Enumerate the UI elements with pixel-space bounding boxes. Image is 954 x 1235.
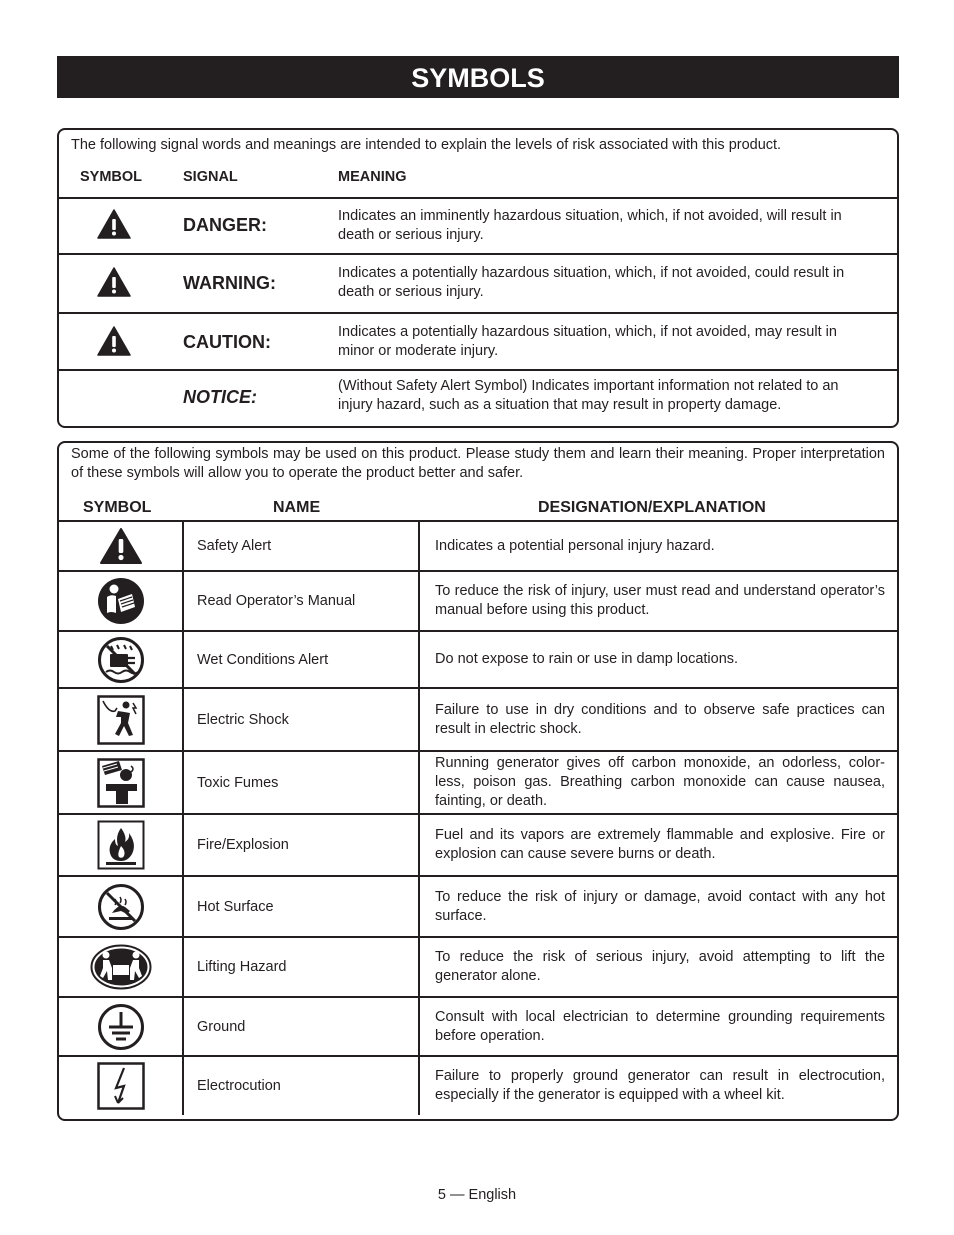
symbol-name: Read Operator’s Manual (184, 572, 420, 630)
symbol-name: Hot Surface (184, 877, 420, 936)
symbol-explanation: To reduce the risk of injury, user must read and understand operator’s manual before using this product. (435, 583, 885, 618)
header-explanation: DESIGNATION/EXPLANATION (538, 499, 766, 516)
electrocution-icon (97, 1062, 145, 1110)
fire-explosion-icon (97, 820, 145, 870)
table-row (59, 996, 897, 1055)
symbol-explanation: Failure to use in dry conditions and to observe safe practices can result in electric shock. (435, 701, 885, 737)
table-row (59, 570, 897, 630)
table-row (59, 936, 897, 996)
symbol-explanation: Indicates a potential personal injury hazard. (435, 537, 715, 554)
signal-label-caution: CAUTION: (183, 332, 271, 352)
safety-alert-icon (97, 209, 131, 239)
symbol-name: Toxic Fumes (184, 752, 420, 813)
symbol-name: Ground (184, 998, 420, 1055)
signal-row-caution (59, 312, 897, 369)
ground-icon (97, 1003, 145, 1051)
header-symbol: SYMBOL (80, 169, 143, 185)
symbol-name: Fire/Explosion (184, 815, 420, 875)
table-row (59, 813, 897, 875)
wet-conditions-icon (97, 636, 145, 684)
symbol-name: Electric Shock (184, 689, 420, 750)
signal-meaning-warning: Indicates a potentially hazardous situation, which, if not avoided, could result in death or serious injury. (338, 265, 845, 300)
electric-shock-icon (97, 695, 145, 745)
signal-words-box (57, 128, 899, 428)
toxic-fumes-icon (97, 758, 145, 808)
symbol-explanation: Consult with local electrician to determine grounding requirements before operation. (435, 1008, 885, 1044)
page-title: SYMBOLS (57, 56, 899, 98)
table-row (59, 630, 897, 687)
safety-alert-icon (97, 267, 131, 297)
header-signal: SIGNAL (183, 169, 238, 185)
symbol-explanation: To reduce the risk of injury or damage, avoid contact with any hot surface. (435, 888, 885, 924)
signal-meaning-danger: Indicates an imminently hazardous situation, which, if not avoided, will result in death or serious injury. (338, 208, 842, 243)
signal-label-danger: DANGER: (183, 215, 267, 235)
signal-meaning-notice: (Without Safety Alert Symbol) Indicates important information not related to an injury hazard, such as a situation that may result in property damage. (338, 378, 839, 413)
safety-alert-icon (99, 527, 143, 565)
table-row (59, 522, 897, 570)
symbol-explanation: To reduce the risk of serious injury, avoid attempting to lift the generator alone. (435, 949, 885, 984)
symbol-name: Safety Alert (184, 522, 420, 570)
signal-meaning-caution: Indicates a potentially hazardous situation, which, if not avoided, may result in minor or moderate injury. (338, 324, 837, 359)
signal-label-notice: NOTICE: (183, 387, 257, 407)
symbols-intro: Some of the following symbols may be used on this product. Please study them and learn their meaning. Proper interpretation of these symbols will allow you to operate the product better and safer. (71, 446, 885, 481)
table-row (59, 687, 897, 750)
hot-surface-icon (97, 883, 145, 931)
table-row (59, 875, 897, 936)
safety-alert-icon (97, 326, 131, 356)
symbol-explanation: Running generator gives off carbon monoxide, an odorless, color-less, poison gas. Breathing carbon monoxide can cause nausea, fainting, or death. (435, 755, 885, 809)
header-meaning: MEANING (338, 169, 407, 185)
symbol-explanation: Failure to properly ground generator can result in electrocution, especially if the generator is equipped with a wheel kit. (435, 1068, 885, 1103)
table-row (59, 750, 897, 813)
signal-intro: The following signal words and meanings are intended to explain the levels of risk associated with this product. (71, 137, 782, 153)
lifting-hazard-icon (90, 944, 152, 990)
page-footer: 5 — English (437, 1187, 517, 1203)
signal-row-notice (59, 369, 897, 428)
symbol-explanation: Fuel and its vapors are extremely flammable and explosive. Fire or explosion can cause severe burns or death. (435, 827, 885, 862)
symbol-name: Lifting Hazard (184, 938, 420, 996)
read-manual-icon (97, 577, 145, 625)
signal-row-warning (59, 253, 897, 312)
table-row (59, 1055, 897, 1115)
symbol-explanation: Do not expose to rain or use in damp locations. (435, 651, 739, 667)
signal-label-warning: WARNING: (183, 273, 276, 293)
symbols-box (57, 441, 899, 1121)
header-name: NAME (273, 499, 321, 516)
symbol-name: Wet Conditions Alert (184, 632, 420, 687)
symbol-name: Electrocution (184, 1057, 420, 1115)
signal-row-danger (59, 197, 897, 253)
header-symbol: SYMBOL (83, 499, 152, 516)
symbols-table (59, 520, 897, 1115)
